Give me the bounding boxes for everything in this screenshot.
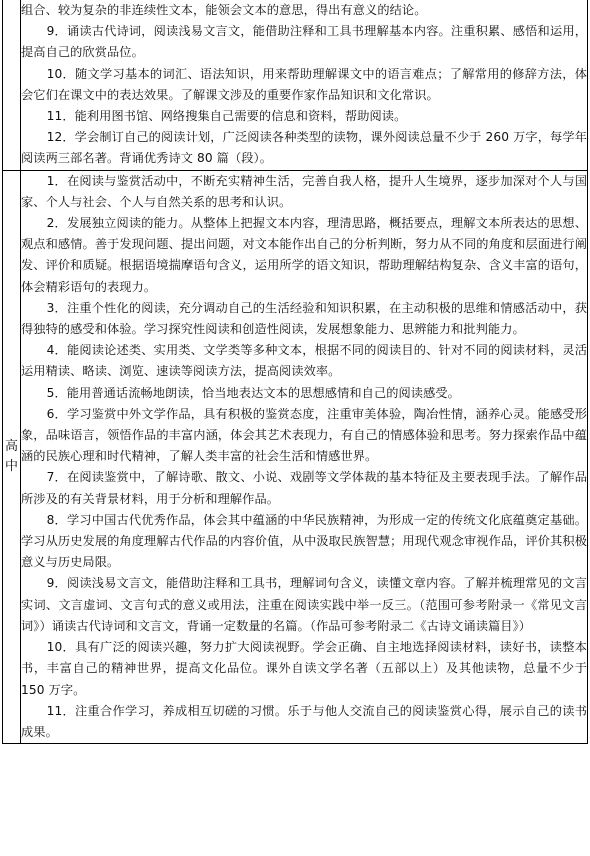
curriculum-standards-table [2, 0, 588, 744]
standard-item: 组合、较为复杂的非连续性文本，能领会文本的意思，得出有意义的结论。 [21, 3, 427, 17]
standard-item: 3．注重个性化的阅读，充分调动自己的生活经验和知识积累，在主动积极的思维和情感活动中，获得独特的感受和体验。学习探究性阅读和创造性阅读，发展想象能力、思辨能力和批判能力。 [21, 300, 587, 337]
high-school-content-cell [21, 170, 588, 743]
standard-item: 2．发展独立阅读的能力。从整体上把握文本内容，理清思路，概括要点，理解文本所表达的思想、观点和感情。善于发现问题、提出问题，对文本能作出自己的分析判断，努力从不同的角度和层面进行阐发、评价和质疑。根据语境揣摩语句含义，运用所学的语文知识，帮助理解结构复杂、含义丰富的语句，体会精彩语句的表现力。 [21, 216, 587, 294]
standard-item: 9．诵读古代诗词，阅读浅易文言文，能借助注释和工具书理解基本内容。注重积累、感悟和运用，提高自己的欣赏品位。 [21, 24, 587, 60]
standard-item: 4．能阅读论述类、实用类、文学类等多种文本，根据不同的阅读目的、针对不同的阅读材料，灵活运用精读、略读、浏览、速读等阅读方法，提高阅读效率。 [21, 343, 587, 379]
standard-item: 12．学会制订自己的阅读计划，广泛阅读各种类型的读物，课外阅读总量不少于 260 万字，每学年阅读两三部名著。背诵优秀诗文 80 篇（段）。 [21, 130, 587, 166]
standard-item: 6．学习鉴赏中外文学作品，具有积极的鉴赏态度，注重审美体验，陶冶性情，涵养心灵。能感受形象，品味语言，领悟作品的丰富内涵，体会其艺术表现力，有自己的情感体验和思考。努力探索作品中蕴涵的民族心理和时代精神，了解人类丰富的社会生活和情感世界。 [21, 406, 587, 464]
standard-item: 1．在阅读与鉴赏活动中，不断充实精神生活，完善自我人格，提升人生境界，逐步加深对个人与国家、个人与社会、个人与自然关系的思考和认识。 [21, 173, 587, 209]
standard-item: 11．能利用图书馆、网络搜集自己需要的信息和资料，帮助阅读。 [46, 109, 407, 124]
stage-label-char: 高 [4, 438, 18, 454]
standard-item: 5．能用普通话流畅地朗读，恰当地表达文本的思想感情和自己的阅读感受。 [46, 385, 460, 400]
stage-label-char: 中 [4, 458, 18, 474]
upper-stage-cell [3, 0, 21, 170]
standard-item: 11．注重合作学习，养成相互切磋的习惯。乐于与他人交流自己的阅读鉴赏心得，展示自己的读书成果。 [21, 703, 587, 739]
high-school-section-row [3, 170, 588, 743]
standard-item: 10．随文学习基本的词汇、语法知识，用来帮助理解课文中的语言难点；了解常用的修辞方法，体会它们在课文中的表达效果。了解课文涉及的重要作家作品知识和文化常识。 [21, 66, 587, 102]
standard-item: 9．阅读浅易文言文，能借助注释和工具书，理解词句含义，读懂文章内容。了解并梳理常见的文言实词、文言虚词、文言句式的意义或用法，注重在阅读实践中举一反三。（范围可参考附录一《常见文言词》）诵读古代诗词和文言文，背诵一定数量的名篇。（作品可参考附录二《古诗文诵读篇目》） [21, 576, 587, 633]
upper-content-cell [21, 0, 588, 170]
standard-item: 8．学习中国古代优秀作品，体会其中蕴涵的中华民族精神，为形成一定的传统文化底蕴奠定基础。学习从历史发展的角度理解古代作品的内容价值，从中汲取民族智慧；用现代观念审视作品，评价其积极意义与历史局限。 [21, 512, 587, 570]
standard-item: 7．在阅读鉴赏中，了解诗歌、散文、小说、戏剧等文学体裁的基本特征及主要表现手法。了解作品所涉及的有关背景材料，用于分析和理解作品。 [21, 470, 587, 506]
high-school-stage-cell [3, 170, 21, 743]
upper-section-row [3, 0, 588, 170]
standard-item: 10．具有广泛的阅读兴趣，努力扩大阅读视野。学会正确、自主地选择阅读材料，读好书，读整本书，丰富自己的精神世界，提高文化品位。课外自读文学名著（五部以上）及其他读物，总量不少于 150 万字。 [21, 640, 587, 697]
